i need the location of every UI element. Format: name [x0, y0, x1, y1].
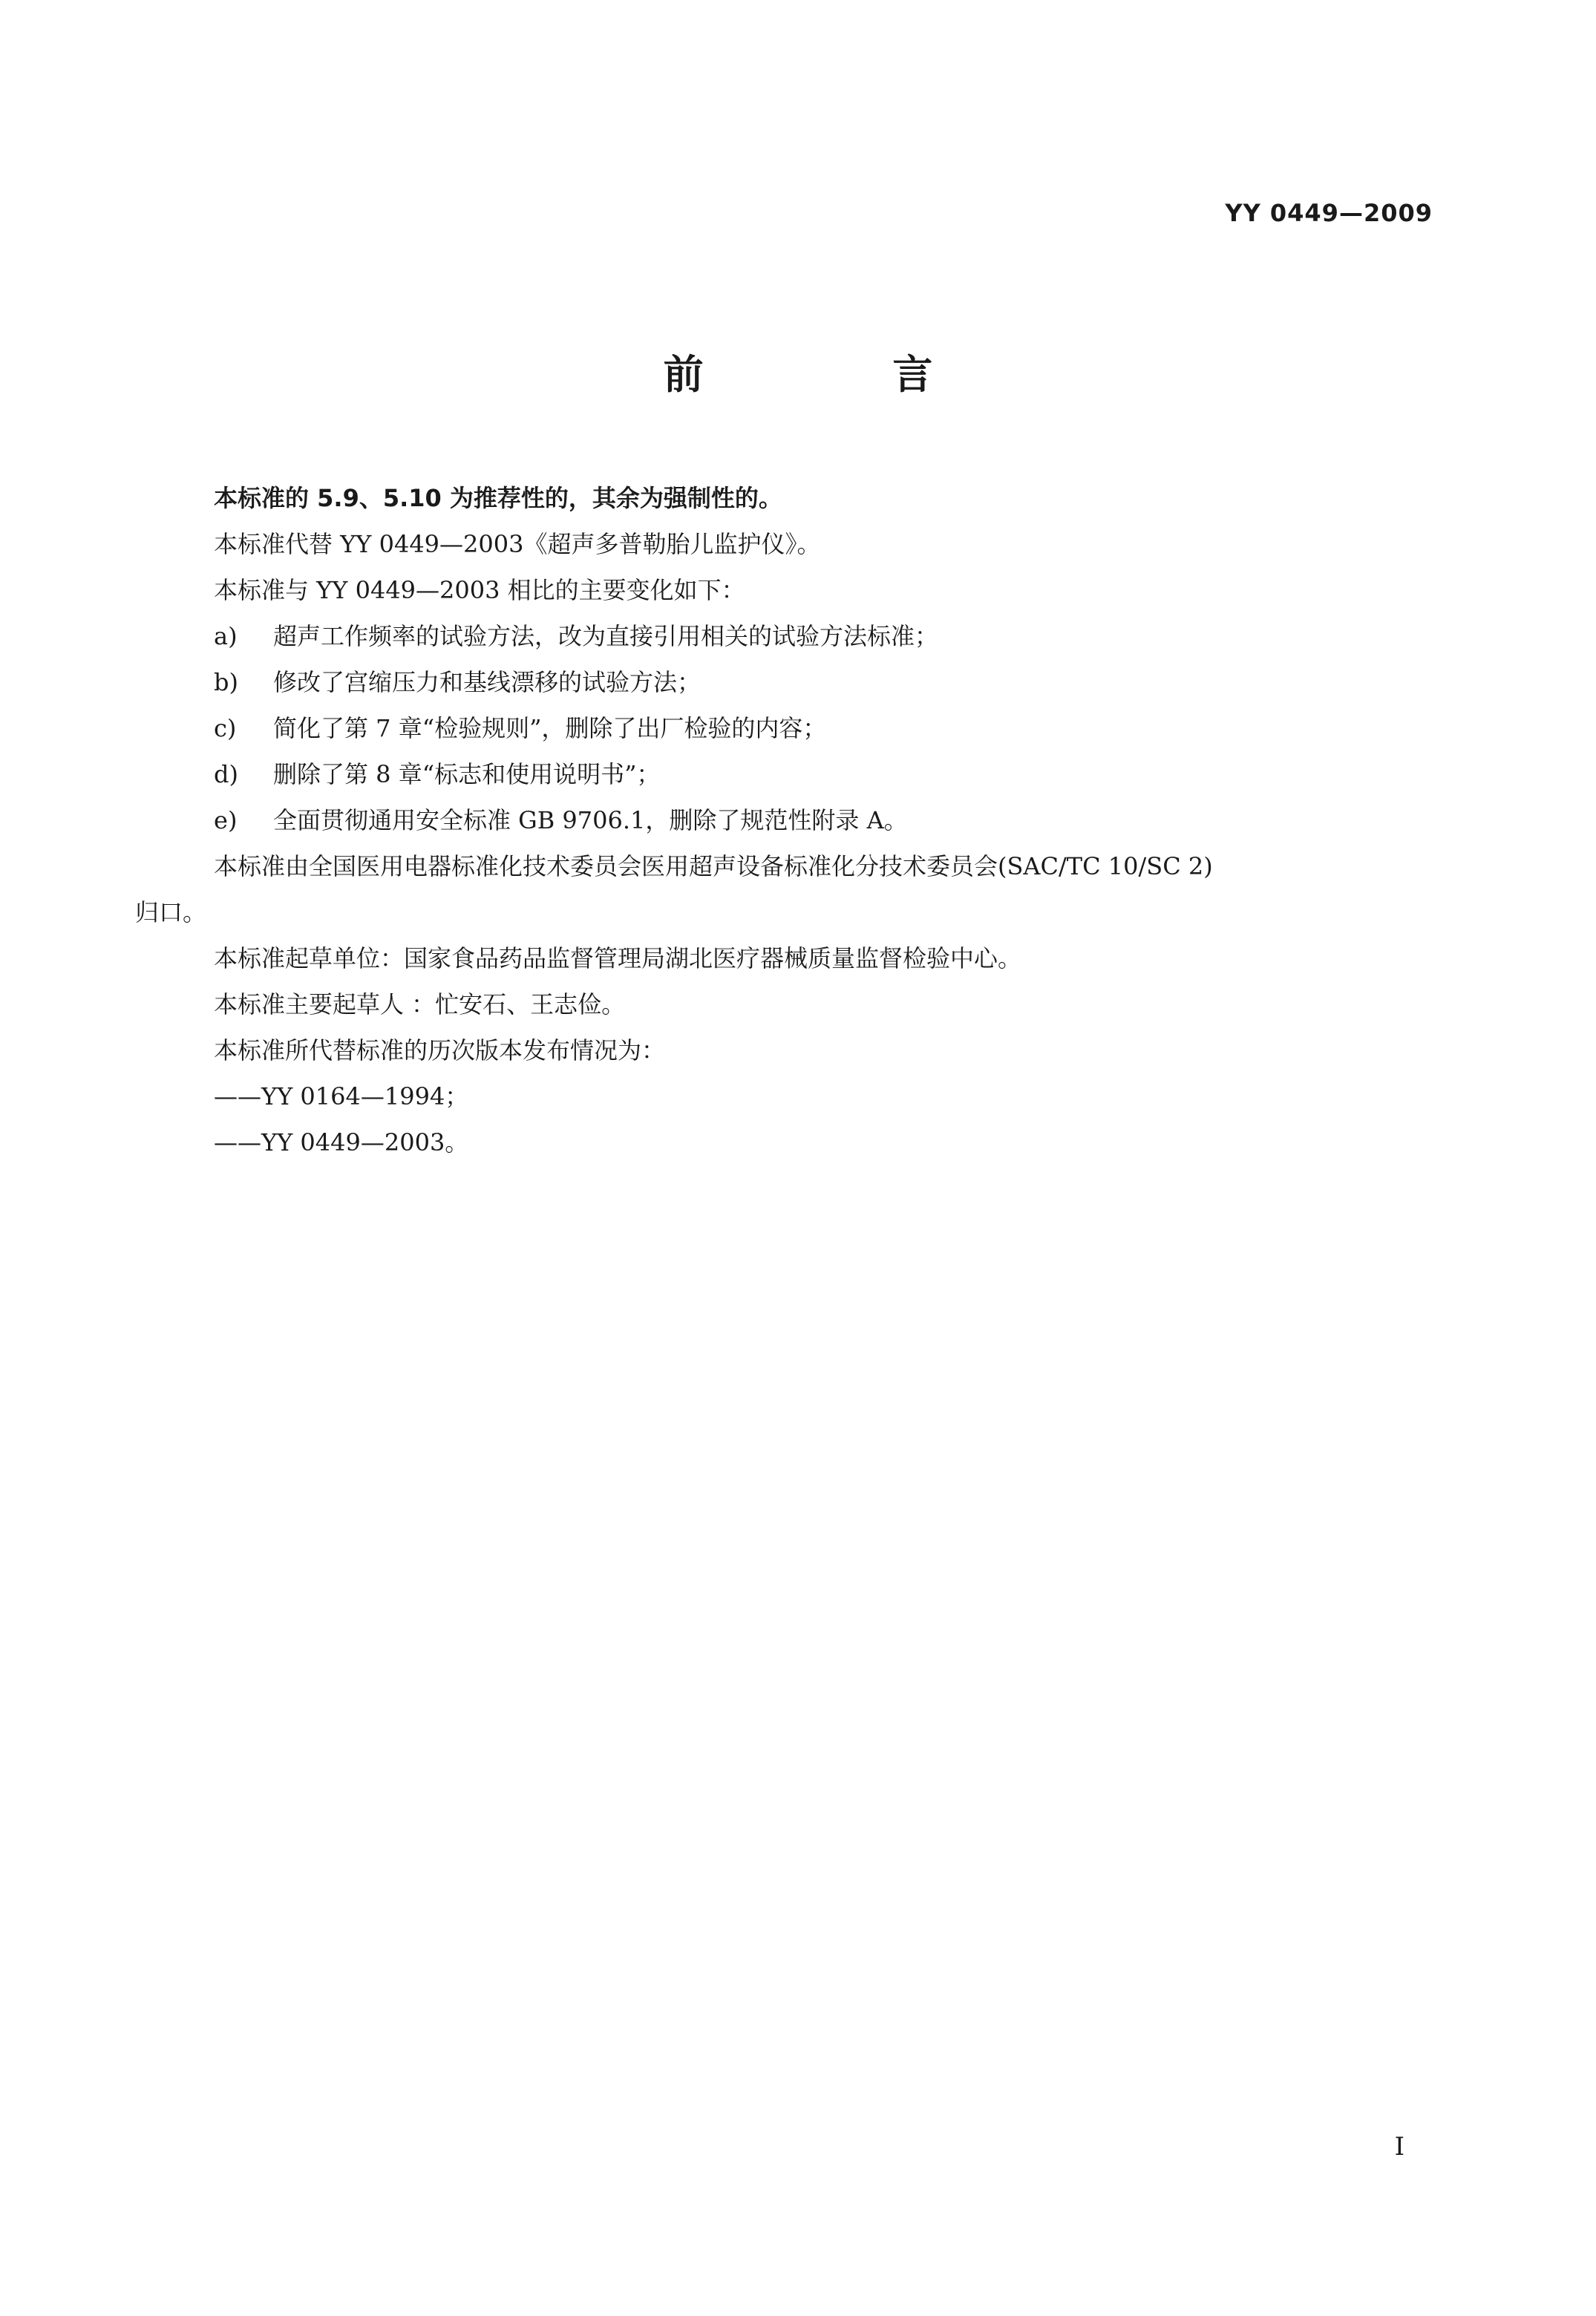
foreword-body — [135, 475, 1442, 1165]
list-item — [135, 705, 1442, 751]
list-item — [135, 613, 1442, 659]
list-marker: e) — [214, 806, 238, 834]
list-item — [135, 751, 1442, 797]
list-text: 修改了宫缩压力和基线漂移的试验方法； — [273, 668, 701, 696]
paragraph-drafters: 本标准主要起草人 ：忙安石、王志俭。 — [214, 990, 626, 1018]
list-marker: b) — [214, 668, 238, 696]
paragraph-recommendation: 本标准的 5.9、5.10 为推荐性的，其余为强制性的。 — [214, 484, 782, 512]
standard-number: YY 0449—2009 — [1225, 199, 1433, 227]
page-title: 前 言 — [663, 351, 1021, 398]
list-item — [135, 659, 1442, 705]
paragraph-history-intro: 本标准所代替标准的历次版本发布情况为： — [214, 1036, 666, 1064]
list-text: 超声工作频率的试验方法，改为直接引用相关的试验方法标准； — [273, 622, 939, 650]
history-item: ——YY 0164—1994； — [214, 1082, 469, 1110]
paragraph-changes-intro: 本标准与 YY 0449—2003 相比的主要变化如下： — [214, 576, 745, 604]
paragraph-committee-continued: 归口。 — [135, 898, 207, 926]
list-marker: c) — [214, 714, 237, 742]
list-marker: a) — [214, 622, 238, 650]
list-item — [135, 797, 1442, 843]
list-text: 全面贯彻通用安全标准 GB 9706.1，删除了规范性附录 A。 — [273, 806, 908, 834]
paragraph-committee: 本标准由全国医用电器标准化技术委员会医用超声设备标准化分技术委员会(SAC/TC 10/SC 2) — [214, 852, 1213, 880]
list-text: 删除了第 8 章“标志和使用说明书”； — [273, 760, 661, 788]
paragraph-replaces: 本标准代替 YY 0449—2003《超声多普勒胎儿监护仪》。 — [214, 530, 821, 558]
list-text: 简化了第 7 章“检验规则”，删除了出厂检验的内容； — [273, 714, 827, 742]
page-number: I — [1394, 2132, 1404, 2162]
paragraph-drafting-unit: 本标准起草单位：国家食品药品监督管理局湖北医疗器械质量监督检验中心。 — [214, 944, 1022, 972]
list-marker: d) — [214, 760, 238, 788]
history-item: ——YY 0449—2003。 — [214, 1128, 469, 1157]
